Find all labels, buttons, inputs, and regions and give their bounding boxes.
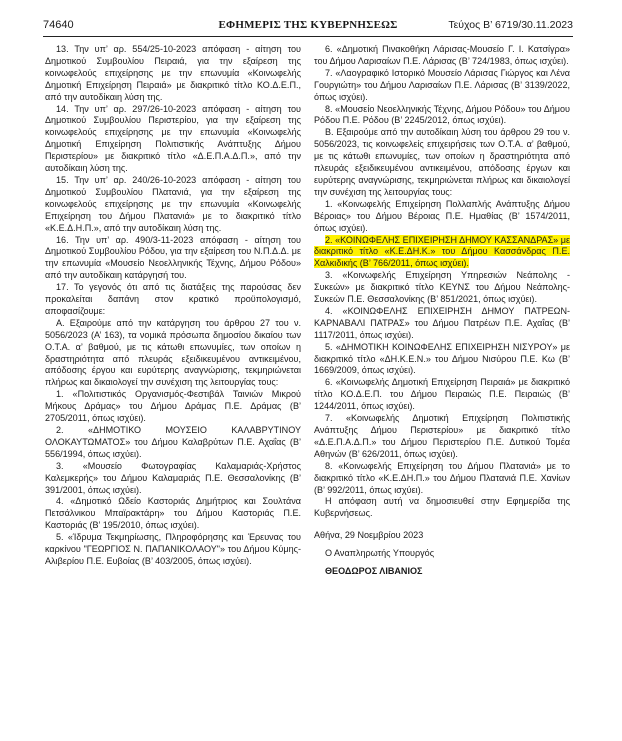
- list-item: 6. «Δημοτική Πινακοθήκη Λάρισας-Μουσείο Γ. Ι. Κατσίγρα» του Δήμου Λαρισαίων Π.Ε. Λάρισας (Β’ 724/1983, όπως ισχύει).: [314, 44, 570, 66]
- list-item: 8. «Μουσείο Νεοελληνικής Τέχνης, Δήμου Ρόδου» του Δήμου Ρόδου Π.Ε. Ρόδου (Β’ 2245/2012, όπως ισχύει).: [314, 103, 570, 126]
- list-item: 7. «Κοινωφελής Δημοτική Επιχείρηση Πολιτιστικής Ανάπτυξης Δήμου Περιστερίου» με διακριτικό τίτλο «Δ.Ε.Π.Α.Δ.Π.» του Δήμου Περιστερίου Π.Ε. Δυτικού Τομέα Αθηνών (Β’ 626/2011, όπως ισχύει).: [314, 413, 570, 459]
- journal-title: ΕΦΗΜΕΡΙΣ ΤΗΣ ΚΥΒΕΡΝΗΣΕΩΣ: [218, 19, 398, 31]
- header-rule: [43, 36, 573, 37]
- section-b-intro: Β. Εξαιρούμε από την αυτοδίκαιη λύση του άρθρου 29 του ν. 5056/2023, τις κοινωφελείς επιχειρήσεις των Ο.Τ.Α. α’ βαθμού, με τις κάτωθι επωνυμίες, των οποίων η δραστηριότητα από πλευράς εξειδικευμένου αντικειμένου, απόδοσης έργων και ευρύτερης αναγνώρισης, τεκμηριώνεται πλήρως και δικαιολογεί την συνέχιση της λειτουργίας τους:: [314, 127, 570, 197]
- list-item: 6. «Κοινωφελής Δημοτική Επιχείρηση Πειραιά» με διακριτικό τίτλο ΚΟ.Δ.Ε.Π. του Δήμου Πειραιώς Π.Ε. Πειραιώς (Β’ 1244/2011, όπως ισχύει).: [314, 377, 570, 412]
- list-item: 1. «Πολιτιστικός Οργανισμός-Φεστιβάλ Ταινιών Μικρού Μήκους Δράμας» του Δήμου Δράμας Π.Ε. Δράμας (Β’ 2705/2011, όπως ισχύει).: [45, 389, 301, 424]
- signature-role: Ο Αναπληρωτής Υπουργός: [325, 548, 435, 559]
- highlight-mark: 2. «ΚΟΙΝΩΦΕΛΗΣ ΕΠΙΧΕΙΡΗΣΗ ΔΗΜΟΥ ΚΑΣΣΑΝΔΡΑΣ» με διακριτικό τίτλο «Κ.Ε.ΔΗ.Κ.» του Δήμου Κασσάνδρας Π.Ε. Χαλκιδικής (Β’ 766/2011, όπως ισχύει).: [314, 234, 570, 269]
- list-item: 1. «Κοινωφελής Επιχείρηση Πολλαπλής Ανάπτυξης Δήμου Βέροιας» του Δήμου Βέροιας Π.Ε. Ημαθίας (Β’ 1574/2011, όπως ισχύει).: [314, 198, 570, 233]
- list-item: 5. «ΔΗΜΟΤΙΚΗ ΚΟΙΝΩΦΕΛΗΣ ΕΠΙΧΕΙΡΗΣΗ ΝΙΣΥΡΟΥ» με διακριτικό τίτλο «ΔΗ.Κ.Ε.Ν.» του Δήμου Νισύρου Π.Ε. Κω (Β’ 1669/2009, όπως ισχύει).: [314, 341, 570, 376]
- section-a-intro: Α. Εξαιρούμε από την κατάργηση του άρθρου 27 του ν. 5056/2023 (Α’ 163), τα νομικά πρόσωπα δημοσίου δικαίου των Ο.Τ.Α. α’ βαθμού, με τις κάτωθι επωνυμίες, των οποίων η δραστηριότητα από πλευράς εξειδικευμένου αντικειμένου, απόδοσης έργου και ευρύτερης αναγνώρισης, τεκμηριώνεται πλήρως και δικαιολογεί την συνέχιση της λειτουργίας τους:: [45, 317, 301, 388]
- paragraph-14: 14. Την υπ’ αρ. 297/26-10-2023 απόφαση - αίτηση του Δημοτικού Συμβουλίου Περιστερίου, για την εξαίρεση της κοινωφελούς επιχείρησης με την επωνυμία «Κοινωφελής Δημοτική Επιχείρηση Πολιτιστικής Ανάπτυξης Δήμου Περιστερίου» με διακριτικό τίτλο «Δ.Ε.Π.Α.Δ.Π.», από την αυτοδίκαιη λύση της.: [45, 103, 301, 174]
- list-item: 2. «ΔΗΜΟΤΙΚΟ ΜΟΥΣΕΙΟ ΚΑΛΑΒΡΥΤΙΝΟΥ ΟΛΟΚΑΥΤΩΜΑΤΟΣ» του Δήμου Καλαβρύτων Π.Ε. Αχαΐας (Β’ 556/1994, όπως ισχύει).: [45, 425, 301, 459]
- list-item: 3. «Κοινωφελής Επιχείρηση Υπηρεσιών Νεάπολης - Συκεών» με διακριτικό τίτλο ΚΕΥΝΣ του Δήμου Νεάπολης-Συκεών Π.Ε. Θεσσαλονίκης (Β’ 851/2021, όπως ισχύει).: [314, 270, 570, 305]
- list-item: 3. «Μουσείο Φωτογραφίας Καλαμαριάς-Χρήστος Καλεμκερής» του Δήμου Καλαμαριάς Π.Ε. Θεσσαλονίκης (Β’ 391/2001, όπως ισχύει).: [45, 460, 301, 495]
- paragraph-17: 17. Το γεγονός ότι από τις διατάξεις της παρούσας δεν προκαλείται δαπάνη στον κρατικό προϋπολογισμό, αποφασίζουμε:: [45, 282, 301, 316]
- highlighted-list-item: [314, 235, 570, 271]
- paragraph-16: 16. Την υπ’ αρ. 490/3-11-2023 απόφαση - αίτηση του Δημοτικού Συμβουλίου Ρόδου, για την εξαίρεση του Ν.Π.Δ.Δ. με την επωνυμία «Μουσείο Νεοελληνικής Τέχνης, Δήμου Ρόδου» από την αυτοδίκαιη κατάργησή του.: [45, 234, 301, 281]
- left-column: [45, 44, 301, 568]
- issue-number: Τεύχος B’ 6719/30.11.2023: [448, 19, 573, 31]
- right-column: [314, 44, 570, 578]
- paragraph-13: 13. Την υπ’ αρ. 554/25-10-2023 απόφαση - αίτηση του Δημοτικού Συμβουλίου Πειραιά, για την εξαίρεση της κοινωφελούς επιχείρησης με την επωνυμία «Κοινωφελής Δημοτική Επιχείρηση Πειραιά» με διακριτικό τίτλο ΚΟ.Δ.Ε.Π., από την αυτοδίκαιη λύση της.: [45, 44, 301, 102]
- list-item: 4. «ΚΟΙΝΩΦΕΛΗΣ ΕΠΙΧΕΙΡΗΣΗ ΔΗΜΟΥ ΠΑΤΡΕΩΝ-ΚΑΡΝΑΒΑΛΙ ΠΑΤΡΑΣ» του Δήμου Πατρέων Π.Ε. Αχαΐας (Β’ 1117/2011, όπως ισχύει).: [314, 305, 570, 340]
- publication-order: Η απόφαση αυτή να δημοσιευθεί στην Εφημερίδα της Κυβερνήσεως.: [314, 496, 570, 519]
- signature-place-date: Αθήνα, 29 Νοεμβρίου 2023: [314, 530, 424, 541]
- list-item: 8. «Κοινωφελής Επιχείρηση του Δήμου Πλατανιά» με το διακριτικό τίτλο «Κ.Ε.ΔΗ.Π.» του Δήμου Πλατανιά Π.Ε. Χανίων (Β’ 992/2011, όπως ισχύει).: [314, 460, 570, 495]
- signature-name: ΘΕΟΔΩΡΟΣ ΛΙΒΑΝΙΟΣ: [325, 566, 423, 577]
- page-number: 74640: [43, 19, 74, 31]
- list-item: 4. «Δημοτικό Ωδείο Καστοριάς Δημήτριος και Σουλτάνα Πετσάλνικου Μπαϊρακτάρη» του Δήμου Καστοριάς Π.Ε. Καστοριάς (Β’ 195/2010, όπως ισχύει).: [45, 496, 301, 531]
- paragraph-15: 15. Την υπ’ αρ. 240/26-10-2023 απόφαση - αίτηση του Δημοτικού Συμβουλίου Πλατανιά, για την εξαίρεση της κοινωφελούς επιχείρησης με την επωνυμία «Κοινωφελής Επιχείρηση του Δήμου Πλατανιά» με το διακριτικό τίτλο «Κ.Ε.Δ.Η.Π.», από την αυτοδίκαιη λύση της.: [45, 174, 301, 233]
- list-item: 5. «Ίδρυμα Τεκμηρίωσης, Πληροφόρησης και Έρευνας του καρκίνου "ΓΕΩΡΓΙΟΣ Ν. ΠΑΠΑΝΙΚΟΛΑΟΥ"» του Δήμου Κύμης-Αλιβερίου Π.Ε. Ευβοίας (Β’ 403/2005, όπως ισχύει).: [45, 532, 301, 566]
- list-item: 7. «Λαογραφικό Ιστορικό Μουσείο Λάρισας Γιώργος και Λένα Γουργιώτη» του Δήμου Λαρισαίων Π.Ε. Λάρισας (Β’ 3139/2022, όπως ισχύει).: [314, 67, 570, 102]
- page-header: [43, 19, 573, 35]
